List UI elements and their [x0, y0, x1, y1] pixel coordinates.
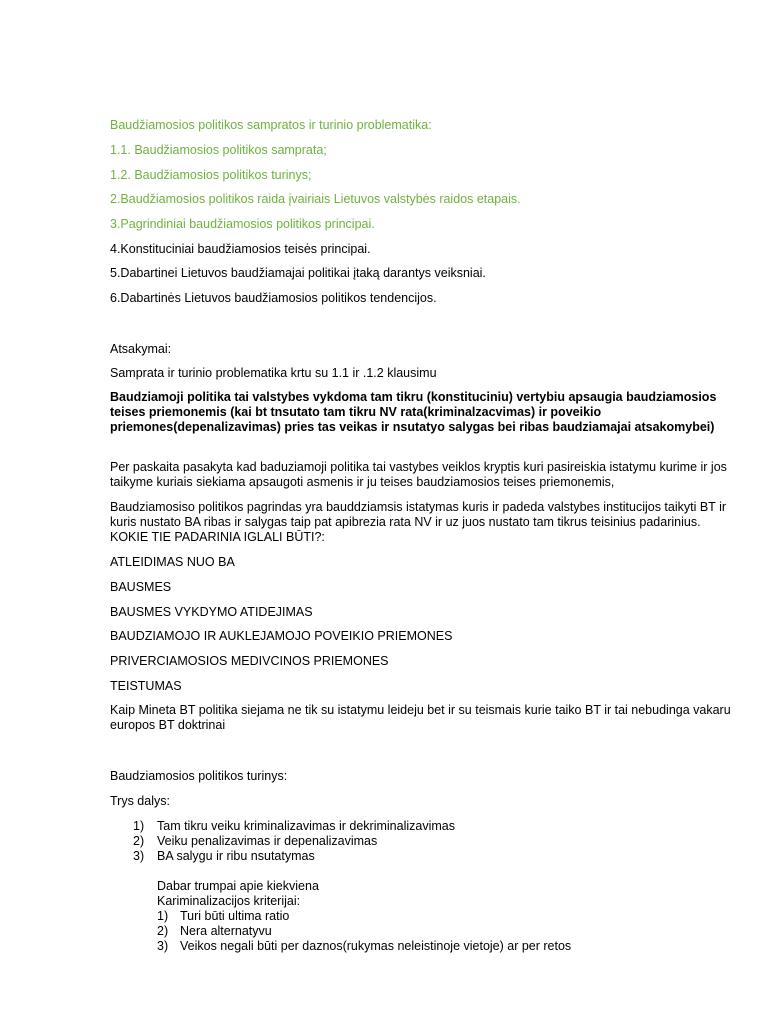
toc-item-1-1: 1.1. Baudžiamosios politikos samprata;	[110, 143, 327, 157]
list-text: BA salygu ir ribu nsutatymas	[157, 849, 315, 863]
consequence-item: BAUSMES VYKDYMO ATIDEJIMAS	[110, 605, 313, 619]
definition-paragraph: Baudziamoji politika tai valstybes vykdoma tam tikru (konstituciniu) vertybiu apsaugia baudziamosios teises priemonemis (kai bt tnsutato tam tikru NV rata(kriminalzacvimas) ir poveikio priemones(depenalizavimas) pries tas veikas ir nsutatyo salygas bei ribas baudziamajai atsakomybei)	[110, 390, 717, 434]
list-number: 1)	[157, 909, 169, 923]
consequence-item: PRIVERCIAMOSIOS MEDIVCINOS PRIEMONES	[110, 654, 389, 668]
list-item	[157, 909, 289, 924]
toc-item-5: 5.Dabartinei Lietuvos baudžiamajai politikai įtaką darantys veiksniai.	[110, 266, 486, 280]
three-parts-label: Trys dalys:	[110, 794, 170, 808]
list-text: Tam tikru veiku kriminalizavimas ir dekriminalizavimas	[157, 819, 455, 833]
list-number: 3)	[157, 939, 169, 953]
toc-title: Baudžiamosios politikos sampratos ir turinio problematika:	[110, 118, 432, 132]
list-text: Nera alternatyvu	[180, 924, 272, 938]
list-item	[133, 819, 455, 834]
list-text: Veiku penalizavimas ir depenalizavimas	[157, 834, 378, 848]
short-line: Dabar trumpai apie kiekviena	[157, 879, 319, 893]
toc-item-1-2: 1.2. Baudžiamosios politikos turinys;	[110, 168, 312, 182]
list-text: Veikos negali būti per daznos(rukymas neleistinoje vietoje) ar per retos	[180, 939, 572, 953]
basis-paragraph: Baudziamosiso politikos pagrindas yra bauddziamsis istatymas kuris ir padeda valstybes institucijos taikyti BT ir kuris nustato BA ribas ir salygas taip pat apibrezia rata NV ir uz juos nustato tam tikrus teisinius padarinius. KOKIE TIE PADARINIA IGLALI BŪTI?:	[110, 500, 727, 544]
toc-item-2: 2.Baudžiamosios politikos raida įvairiais Lietuvos valstybės raidos etapais.	[110, 192, 521, 206]
intro-line: Samprata ir turinio problematika krtu su 1.1 ir .1.2 klausimu	[110, 366, 437, 380]
doctrine-paragraph: Kaip Mineta BT politika siejama ne tik su istatymu leideju bet ir su teismais kurie taiko BT ir tai nebudinga vakaru europos BT doktrinai	[110, 703, 731, 732]
list-text: Turi būti ultima ratio	[180, 909, 290, 923]
list-number: 1)	[133, 819, 145, 833]
list-number: 2)	[133, 834, 145, 848]
criteria-heading: Kariminalizacijos kriterijai:	[157, 894, 301, 908]
list-item	[133, 849, 315, 864]
list-item	[133, 834, 377, 849]
consequence-item: BAUSMES	[110, 580, 172, 594]
consequence-item: ATLEIDIMAS NUO BA	[110, 555, 235, 569]
answers-heading: Atsakymai:	[110, 342, 172, 356]
consequence-item: TEISTUMAS	[110, 679, 182, 693]
toc-item-4: 4.Konstituciniai baudžiamosios teisės principai.	[110, 242, 371, 256]
list-item	[157, 924, 272, 939]
list-number: 2)	[157, 924, 169, 938]
list-item	[157, 939, 571, 954]
lecture-paragraph: Per paskaita pasakyta kad baduziamoji politika tai vastybes veiklos kryptis kuri pasireiskia istatymu kurime ir jos taikyme kuriais siekiama apsaugoti asmenis ir ju teises baudziamosios teises priemonemis,	[110, 460, 727, 489]
content-heading: Baudziamosios politikos turinys:	[110, 769, 288, 783]
toc-item-6: 6.Dabartinės Lietuvos baudžiamosios politikos tendencijos.	[110, 291, 437, 305]
toc-item-3: 3.Pagrindiniai baudžiamosios politikos principai.	[110, 217, 375, 231]
list-number: 3)	[133, 849, 145, 863]
consequence-item: BAUDZIAMOJO IR AUKLEJAMOJO POVEIKIO PRIEMONES	[110, 629, 453, 643]
